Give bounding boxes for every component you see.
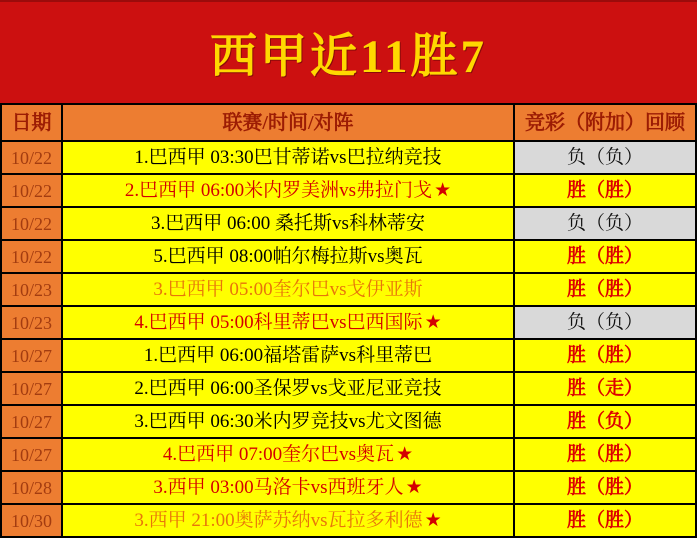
match-text: 3.西甲 03:00马洛卡vs西班牙人 bbox=[153, 477, 404, 498]
date-cell: 10/22 bbox=[2, 241, 61, 272]
match-cell bbox=[63, 208, 513, 239]
match-text: 1.巴西甲 06:00福塔雷萨vs科里蒂巴 bbox=[143, 345, 433, 366]
results-table bbox=[0, 103, 697, 538]
result-cell: 负（负） bbox=[515, 307, 695, 338]
match-text: 3.西甲 21:00奥萨苏纳vs瓦拉多利德 bbox=[134, 510, 423, 531]
date-cell: 10/23 bbox=[2, 307, 61, 338]
star-icon: ★ bbox=[434, 180, 452, 201]
match-cell bbox=[63, 175, 513, 206]
page-title: 西甲近11胜7 bbox=[210, 31, 487, 83]
date-cell: 10/23 bbox=[2, 274, 61, 305]
match-cell bbox=[63, 307, 513, 338]
header-date: 日期 bbox=[2, 105, 61, 140]
match-cell bbox=[63, 142, 513, 173]
result-cell: 胜（走） bbox=[515, 373, 695, 404]
date-cell: 10/22 bbox=[2, 175, 61, 206]
match-cell bbox=[63, 472, 513, 503]
result-cell: 胜（负） bbox=[515, 406, 695, 437]
result-cell: 胜（胜） bbox=[515, 274, 695, 305]
match-cell bbox=[63, 241, 513, 272]
result-cell: 胜（胜） bbox=[515, 505, 695, 536]
match-text: 2.巴西甲 06:00圣保罗vs戈亚尼亚竞技 bbox=[134, 378, 442, 399]
match-cell bbox=[63, 505, 513, 536]
match-text: 1.巴西甲 03:30巴甘蒂诺vs巴拉纳竞技 bbox=[134, 147, 442, 168]
date-cell: 10/22 bbox=[2, 208, 61, 239]
result-cell: 胜（胜） bbox=[515, 241, 695, 272]
result-cell: 胜（胜） bbox=[515, 340, 695, 371]
match-text: 3.巴西甲 06:00 桑托斯vs科林蒂安 bbox=[151, 213, 425, 234]
result-cell: 负（负） bbox=[515, 142, 695, 173]
date-cell: 10/28 bbox=[2, 472, 61, 503]
title-banner bbox=[0, 2, 697, 103]
match-text: 3.巴西甲 06:30米内罗竞技vs尤文图德 bbox=[134, 411, 442, 432]
match-text: 4.巴西甲 07:00奎尔巴vs奥瓦 bbox=[162, 444, 395, 465]
match-text: 4.巴西甲 05:00科里蒂巴vs巴西国际 bbox=[134, 312, 423, 333]
date-cell: 10/27 bbox=[2, 406, 61, 437]
star-icon: ★ bbox=[424, 510, 442, 531]
result-cell: 胜（胜） bbox=[515, 175, 695, 206]
result-cell: 胜（胜） bbox=[515, 439, 695, 470]
match-cell bbox=[63, 439, 513, 470]
date-cell: 10/27 bbox=[2, 373, 61, 404]
star-icon: ★ bbox=[424, 312, 442, 333]
match-cell bbox=[63, 340, 513, 371]
header-match: 联赛/时间/对阵 bbox=[63, 105, 513, 140]
date-cell: 10/30 bbox=[2, 505, 61, 536]
match-text: 2.巴西甲 06:00米内罗美洲vs弗拉门戈 bbox=[124, 180, 433, 201]
match-text: 3.巴西甲 05:00奎尔巴vs戈伊亚斯 bbox=[153, 279, 423, 300]
result-cell: 胜（胜） bbox=[515, 472, 695, 503]
star-icon: ★ bbox=[396, 444, 414, 465]
result-cell: 负（负） bbox=[515, 208, 695, 239]
date-cell: 10/22 bbox=[2, 142, 61, 173]
header-result: 竞彩（附加）回顾 bbox=[515, 105, 695, 140]
star-icon: ★ bbox=[405, 477, 423, 498]
match-cell bbox=[63, 406, 513, 437]
match-text: 5.巴西甲 08:00帕尔梅拉斯vs奥瓦 bbox=[153, 246, 423, 267]
date-cell: 10/27 bbox=[2, 439, 61, 470]
date-cell: 10/27 bbox=[2, 340, 61, 371]
match-cell bbox=[63, 373, 513, 404]
match-cell bbox=[63, 274, 513, 305]
